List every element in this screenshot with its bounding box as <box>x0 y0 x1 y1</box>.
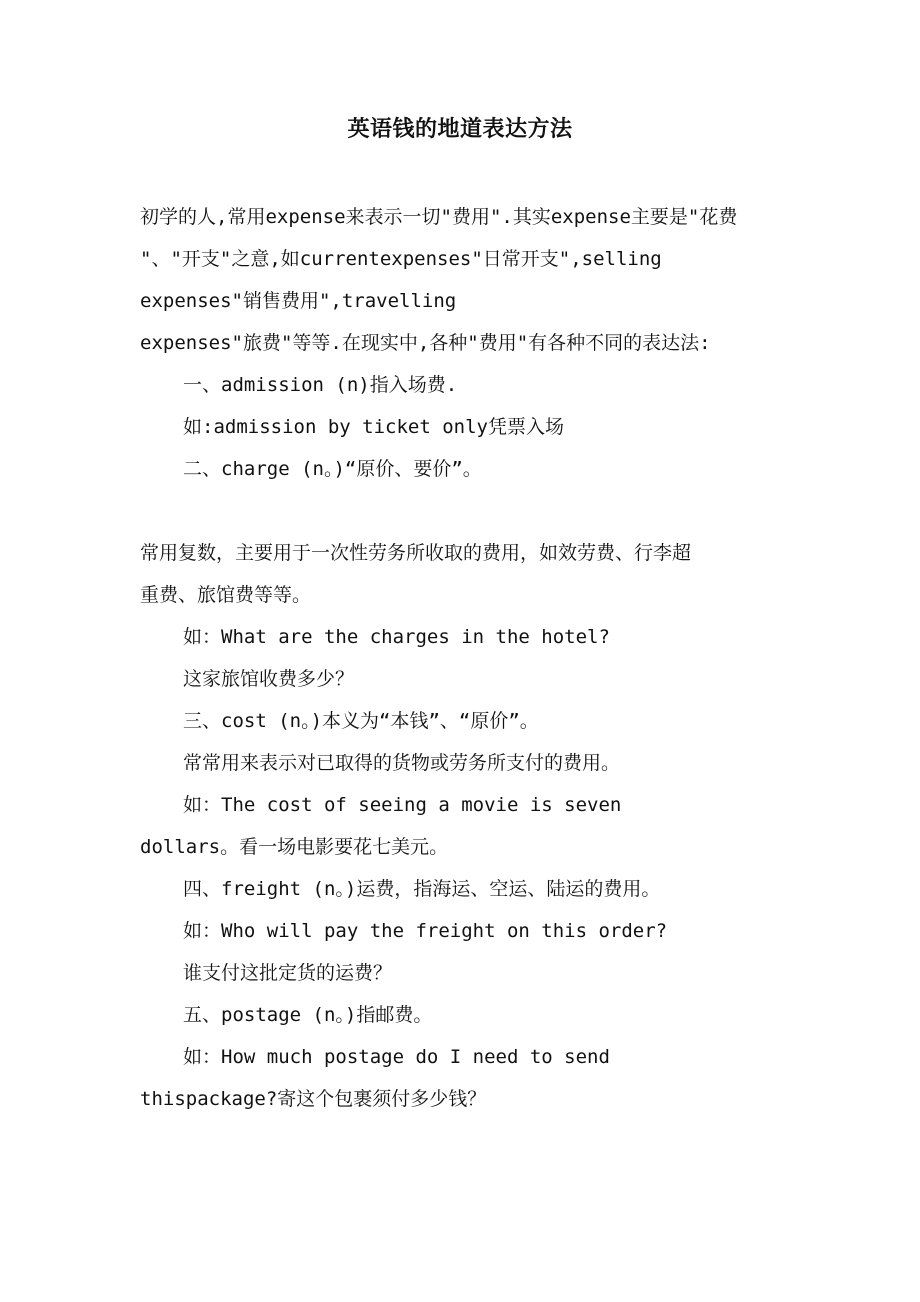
paragraph-block-intro <box>140 196 790 490</box>
text-line: thispackage?寄这个包裹须付多少钱？ <box>140 1088 487 1110</box>
paragraph-block-terms <box>140 532 790 1120</box>
text-line: 如：The cost of seeing a movie is seven <box>183 794 622 816</box>
text-line: 如：Who will pay the freight on this order? <box>183 920 668 942</box>
text-line: "、"开支"之意,如currentexpenses"日常开支",selling <box>140 248 662 270</box>
text-line: 如：How much postage do I need to send <box>183 1046 610 1068</box>
document-title: 英语钱的地道表达方法 <box>347 116 573 142</box>
text-line: 三、cost (n。)本义为“本钱”、“原价”。 <box>183 710 539 732</box>
text-line: 一、admission (n)指入场费. <box>183 374 458 396</box>
text-line: expenses"销售费用",travelling <box>140 290 457 312</box>
text-line: dollars。看一场电影要花七美元。 <box>140 836 449 858</box>
text-line: 二、charge (n。)“原价、要价”。 <box>183 458 482 480</box>
text-line: 如:admission by ticket only凭票入场 <box>183 416 564 438</box>
text-line: 这家旅馆收费多少？ <box>183 668 355 690</box>
text-line: 五、postage (n。)指邮费。 <box>183 1004 433 1026</box>
text-line: 重费、旅馆费等等。 <box>140 584 312 606</box>
text-line: expenses"旅费"等等.在现实中,各种"费用"有各种不同的表达法: <box>140 332 711 354</box>
text-line: 谁支付这批定货的运费？ <box>183 962 393 984</box>
text-line: 常常用来表示对已取得的货物或劳务所支付的费用。 <box>183 752 621 774</box>
text-line: 初学的人,常用expense来表示一切"费用".其实expense主要是"花费 <box>140 206 738 228</box>
text-line: 四、freight (n。)运费，指海运、空运、陆运的费用。 <box>183 878 661 900</box>
text-line: 如：What are the charges in the hotel? <box>183 626 610 648</box>
text-line: 常用复数，主要用于一次性劳务所收取的费用，如效劳费、行李超 <box>140 542 692 564</box>
